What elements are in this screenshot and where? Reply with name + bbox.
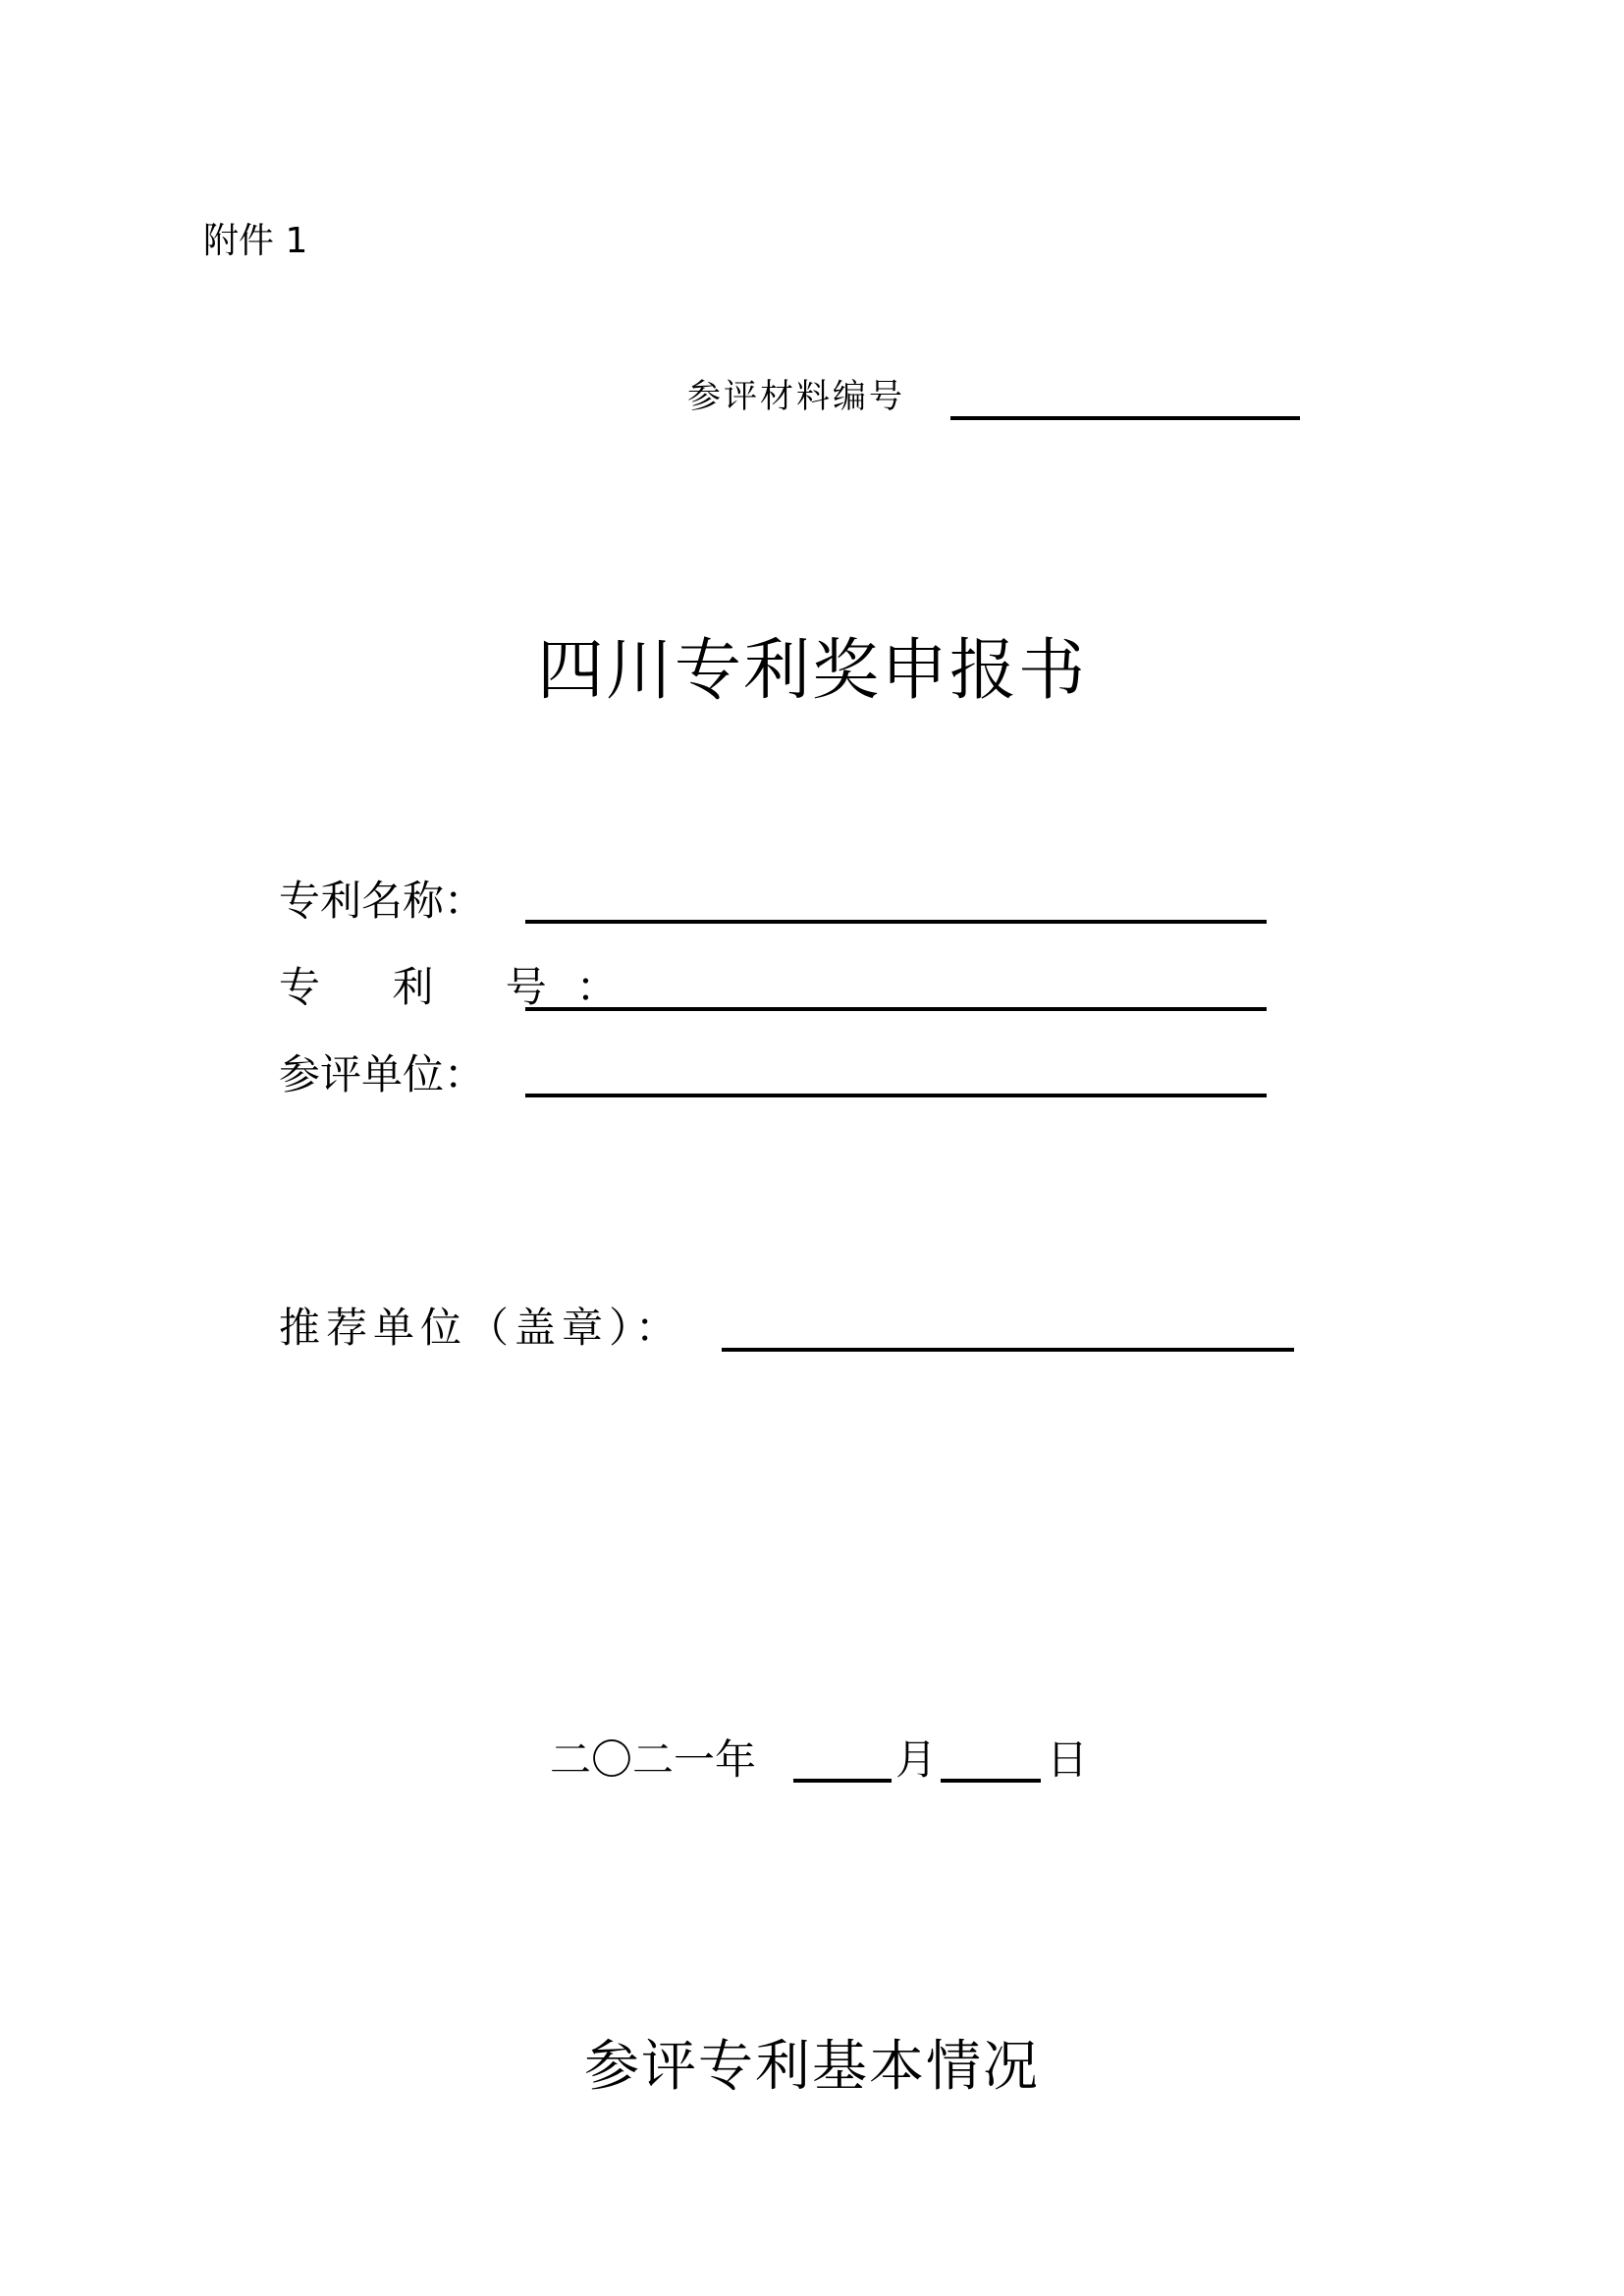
document-title: 四川专利奖申报书 [536,632,1087,710]
date-year: 二〇二一年 [550,1735,757,1784]
attachment-label: 附件 1 [203,221,308,261]
date-month-line [793,1779,892,1783]
patent-name-label: 专利名称： [279,877,486,925]
section-title: 参评专利基本情况 [584,2035,1040,2099]
recommending-unit-label: 推荐单位（盖章）： [279,1304,683,1352]
material-number-label: 参评材料编号 [687,377,905,416]
date-month-label: 月 [895,1735,938,1784]
evaluating-unit-label: 参评单位： [279,1050,486,1098]
date-day-line [941,1779,1041,1783]
material-number-line [950,416,1300,420]
patent-number-label: 专 利 号： [279,963,647,1011]
date-day-label: 日 [1047,1735,1089,1784]
evaluating-unit-line [525,1094,1267,1097]
recommending-unit-line [722,1348,1294,1352]
patent-number-line [525,1007,1267,1011]
patent-name-line [525,920,1267,924]
